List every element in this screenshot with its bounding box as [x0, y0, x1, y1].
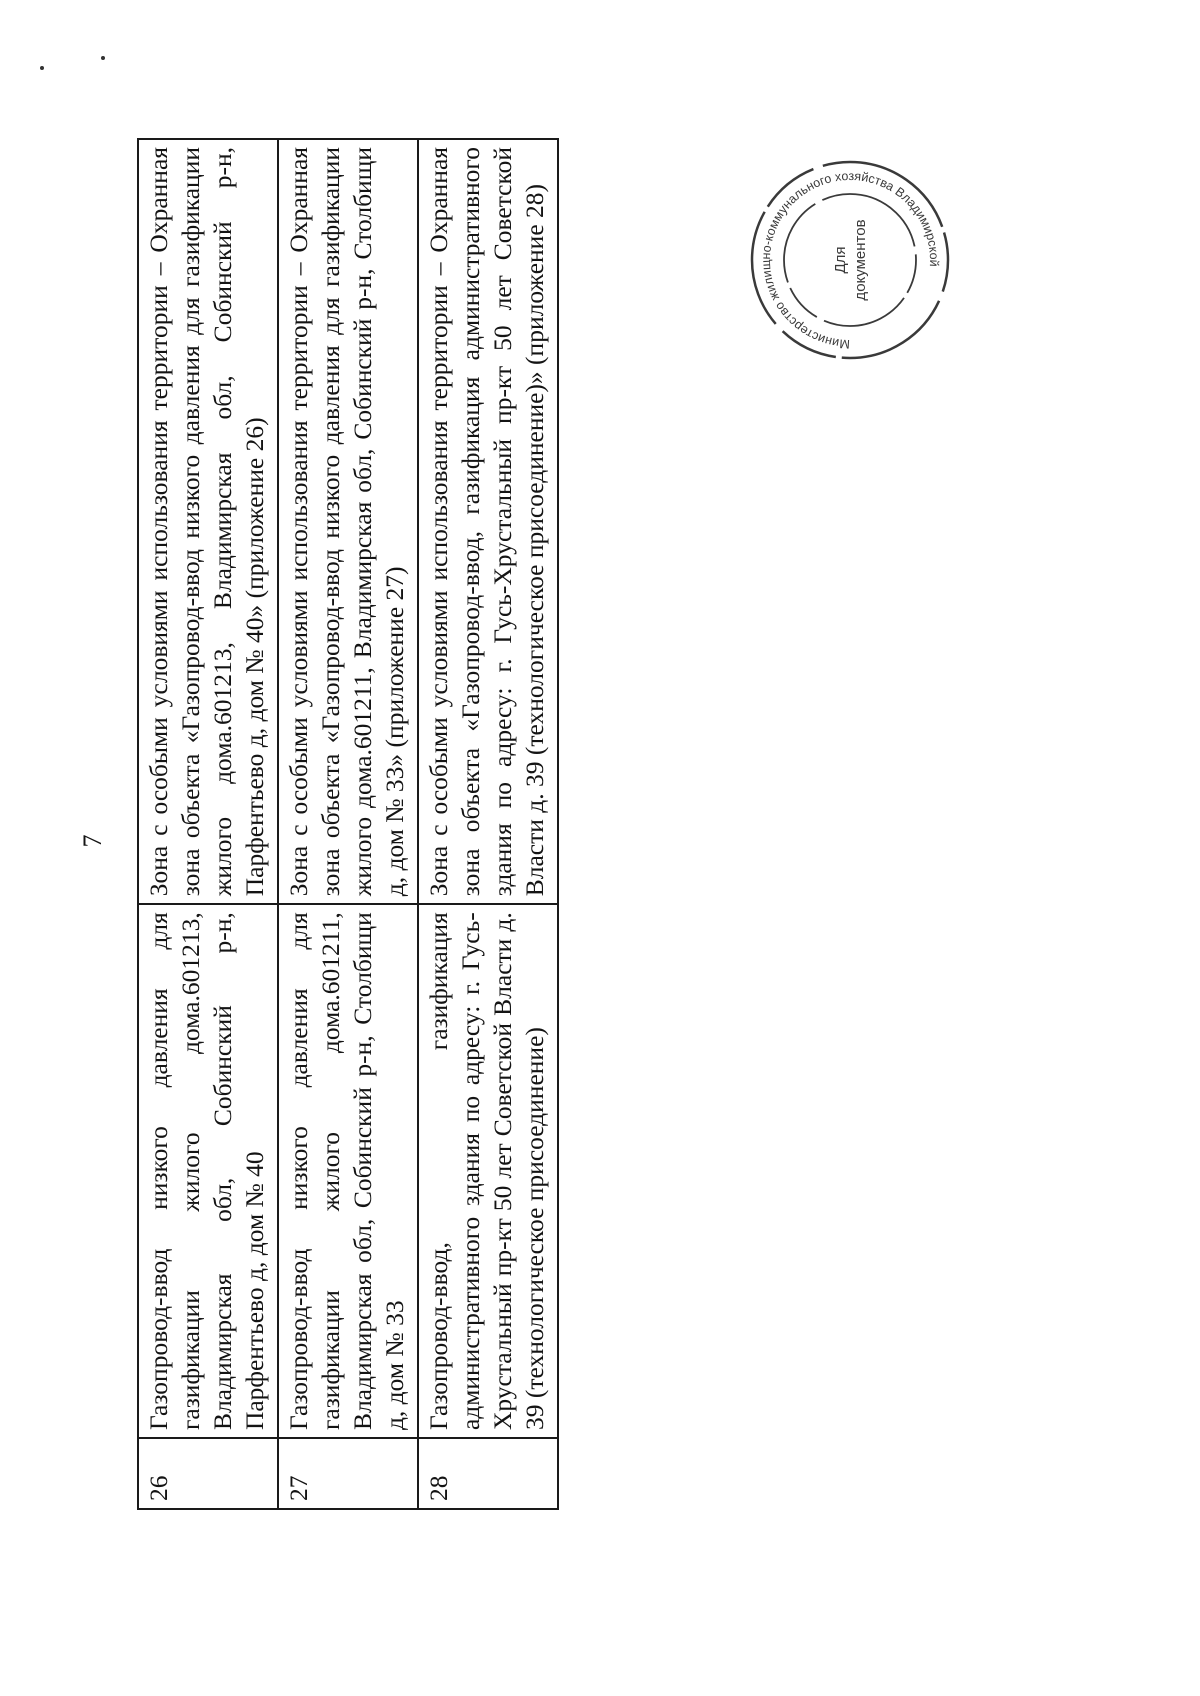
- object-cell: Газопровод-ввод низкого давления для газификации жилого дома.601213, Владимирская обл, Собинский р-н, Парфентьево д, дом № 40: [138, 904, 278, 1438]
- official-stamp: [745, 155, 955, 365]
- object-cell: Газопровод-ввод низкого давления для газификации жилого дома.601211, Владимирская обл, Собинский р-н, Столбищи д, дом № 33: [278, 904, 418, 1438]
- stamp-inner-ring: [784, 194, 916, 326]
- zone-cell: Зона с особыми условиями использования территории – Охранная зона объекта «Газопровод-ввод низкого давления для газификации жилого дома.601211, Владимирская обл, Собинский р-н, Столбищи д, дом № 33» (приложение 27): [278, 139, 418, 904]
- table-row: [138, 139, 278, 1509]
- stamp-ring-text: Министерство жилищно-коммунального хозяйства Владимирской: [758, 168, 942, 352]
- stamp-outer-ring: [752, 162, 948, 358]
- stamp-center-line1: Для: [832, 246, 849, 274]
- object-cell: Газопровод-ввод, газификация административного здания по адресу: г. Гусь-Хрустальный пр-кт 50 лет Советской Власти д. 39 (технологическое присоединение): [418, 904, 558, 1438]
- stamp-center-line2: документов: [852, 219, 869, 301]
- zone-cell: Зона с особыми условиями использования территории – Охранная зона объекта «Газопровод-ввод, газификация административного здания по адресу: г. Гусь-Хрустальный пр-кт 50 лет Советской Власти д. 39 (технологическое присоединение)» (приложение 28): [418, 139, 558, 904]
- row-number: 27: [278, 1438, 418, 1509]
- table-row: [418, 139, 558, 1509]
- row-number: 26: [138, 1438, 278, 1509]
- row-number: 28: [418, 1438, 558, 1509]
- table-row: [278, 139, 418, 1509]
- zones-table: [137, 138, 559, 1510]
- page-number: 7: [78, 834, 107, 848]
- zone-cell: Зона с особыми условиями использования территории – Охранная зона объекта «Газопровод-ввод низкого давления для газификации жилого дома.601213, Владимирская обл, Собинский р-н, Парфентьево д, дом № 40» (приложение 26): [138, 139, 278, 904]
